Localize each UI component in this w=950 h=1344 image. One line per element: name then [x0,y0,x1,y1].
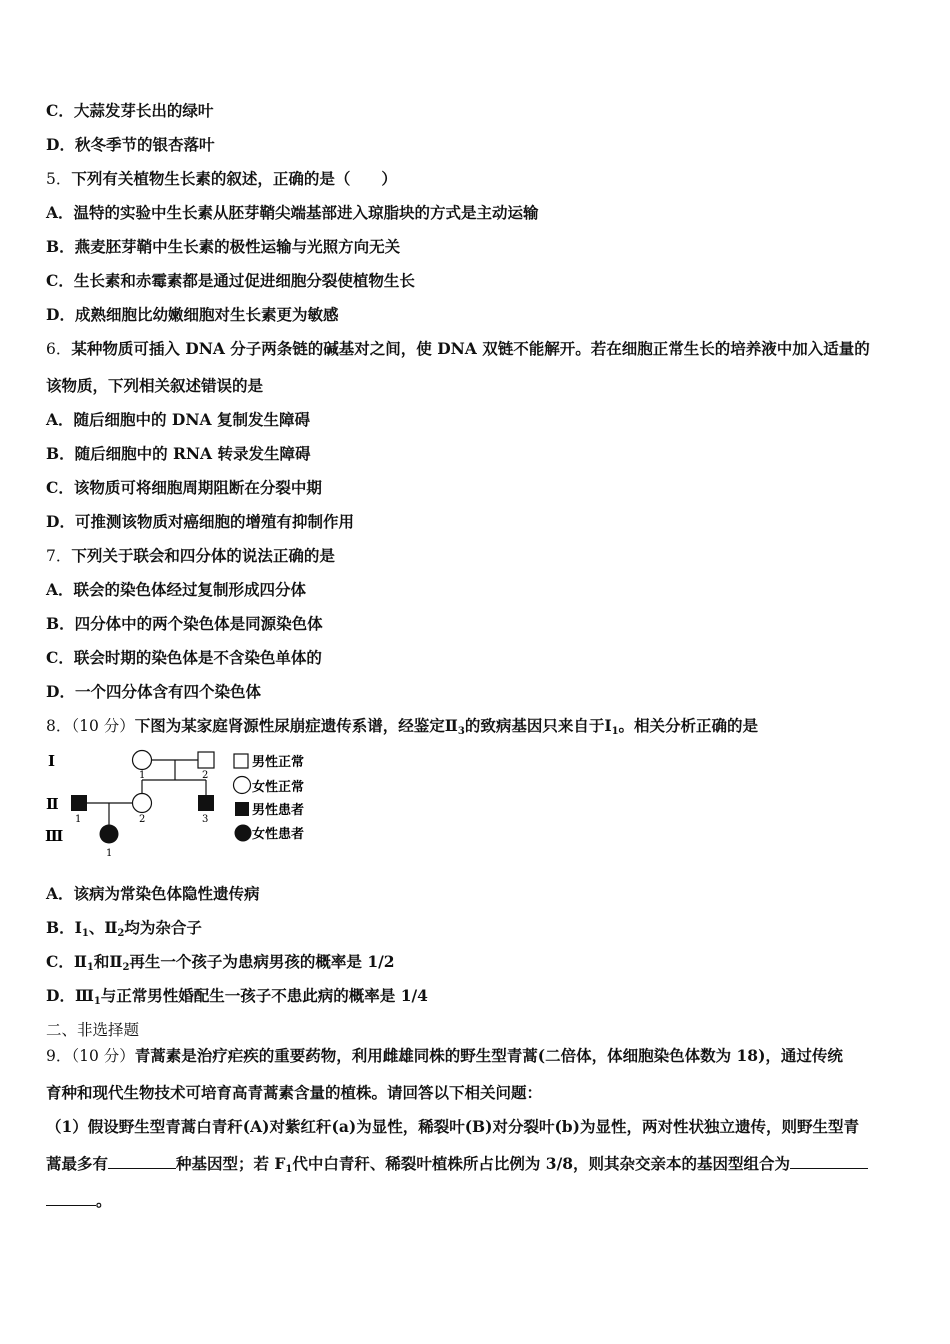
q9-part1-line2 [46,1154,868,1180]
male-affected-ii1 [71,795,87,811]
q9-p1-text3: 代中白青秆、稀裂叶植株所占比例为 3/8，则其杂交亲本的基因型组合为 [292,1154,791,1173]
q9-p1-text1: 蒿最多有 [46,1154,109,1173]
q7-option-b: B．四分体中的两个染色体是同源染色体 [46,614,323,633]
line-c-garlic: C．大蒜发芽长出的绿叶 [46,101,214,120]
q8-c-t2: 和Ⅱ [93,952,123,971]
q8-c-t1: C．Ⅱ [46,952,87,971]
q5-option-b: B．燕麦胚芽鞘中生长素的极性运输与光照方向无关 [46,237,401,256]
label-i1: 1 [139,770,146,781]
q9-part1-line3 [46,1191,112,1211]
q8-option-d [46,986,428,1012]
q8-stem [46,716,758,742]
q9-text: 青蒿素是治疗疟疾的重要药物，利用雌雄同株的野生型青蒿(二倍体，体细胞染色体数为 18)，通过传统 [134,1046,843,1065]
q7-text: 下列关于联会和四分体的说法正确的是 [71,546,335,565]
legend-male-normal-icon [234,754,248,768]
q8-d-t2: 与正常男性婚配生一孩子不患此病的概率是 1/4 [100,986,428,1005]
q9-p1-text2: 种基因型；若 F [176,1154,286,1173]
q8-b-s2: 2 [117,928,125,939]
q6-option-d: D．可推测该物质对癌细胞的增殖有抑制作用 [46,512,354,531]
q6-option-b: B．随后细胞中的 RNA 转录发生障碍 [46,444,311,463]
q8-text-a: 下图为某家庭肾源性尿崩症遗传系谱，经鉴定Ⅱ [134,716,458,735]
q9-part1-line1: （1）假设野生型青蒿白青秆(A)对紫红秆(a)为显性，稀裂叶(B)对分裂叶(b)为显性，两对性状独立遗传，则野生型青 [46,1117,859,1136]
q6-number: 6． [46,340,72,358]
q8-c-t3: 再生一个孩子为患病男孩的概率是 1/2 [129,952,395,971]
q8-b-s1: 1 [81,928,89,939]
q8-b-t2: 、Ⅱ [88,918,118,937]
q8-option-c [46,952,395,978]
q9-p1-sub: 1 [285,1164,293,1175]
line-d-ginkgo: D．秋冬季节的银杏落叶 [46,135,215,154]
q8-text-c: 。相关分析正确的是 [618,716,759,735]
q7-option-a: A．联会的染色体经过复制形成四分体 [46,580,307,599]
q9-stem-line2: 育种和现代生物技术可培育高青蒿素含量的植株。请回答以下相关问题： [46,1083,543,1102]
q6-option-c: C．该物质可将细胞周期阻断在分裂中期 [46,478,322,497]
q8-option-a: A．该病为常染色体隐性遗传病 [46,884,260,903]
answer-blank-2-part1[interactable] [790,1154,868,1169]
q5-number: 5． [46,170,72,188]
male-normal-i2 [198,752,214,768]
female-normal-ii2 [133,794,152,813]
q8-d-t1: D．Ⅲ [46,986,94,1005]
female-normal-i1 [133,751,152,770]
generation-label-1: Ⅰ [48,752,56,770]
q9-number: 9．（10 分） [46,1047,135,1065]
q8-d-s1: 1 [93,996,101,1007]
q8-number: 8．（10 分） [46,717,135,735]
label-ii3: 3 [202,814,209,825]
q8-sub-a: 3 [457,726,465,737]
q5-option-a: A．温特的实验中生长素从胚芽鞘尖端基部进入琼脂块的方式是主动运输 [46,203,539,222]
q7-stem [46,546,335,566]
q8-b-t1: B．Ⅰ [46,918,82,937]
legend-male-affected-label: 男性患者 [252,803,305,818]
q8-c-s1: 1 [86,962,94,973]
legend-female-affected-icon [235,825,252,842]
label-ii2: 2 [139,814,146,825]
q6-stem-line2: 该物质，下列相关叙述错误的是 [46,376,264,395]
male-affected-ii3 [198,795,214,811]
legend-female-normal-icon [234,777,251,794]
q5-stem [46,169,397,189]
label-iii1: 1 [106,848,113,859]
q8-b-t3: 均为杂合子 [124,918,202,937]
q7-option-c: C．联会时期的染色体是不含染色单体的 [46,648,322,667]
pedigree-diagram [40,742,330,862]
q5-option-c: C．生长素和赤霉素都是通过促进细胞分裂使植物生长 [46,271,415,290]
q6-text: 某种物质可插入 DNA 分子两条链的碱基对之间，使 DNA 双链不能解开。若在细胞正常生长的培养液中加入适量的 [71,339,870,358]
q6-stem-line1 [46,339,870,359]
q7-number: 7． [46,547,72,565]
q5-option-d: D．成熟细胞比幼嫩细胞对生长素更为敏感 [46,305,339,324]
q8-sub-b: 1 [611,726,619,737]
label-i2: 2 [202,770,209,781]
q8-text-b: 的致病基因只来自于Ⅰ [464,716,612,735]
answer-blank-1[interactable] [108,1154,176,1169]
legend-female-normal-label: 女性正常 [252,780,305,795]
legend-male-normal-label: 男性正常 [252,755,305,770]
generation-label-3: Ⅲ [45,827,64,845]
q9-stem-line1 [46,1046,843,1066]
q8-c-s2: 2 [122,962,130,973]
q6-option-a: A．随后细胞中的 DNA 复制发生障碍 [46,410,310,429]
answer-blank-2-part2[interactable] [46,1191,96,1206]
label-ii1: 1 [75,814,82,825]
q5-text: 下列有关植物生长素的叙述，正确的是（ ） [71,169,397,188]
legend-male-affected-icon [235,802,249,816]
q9-p1-end: 。 [96,1191,112,1210]
section-heading: 二、非选择题 [46,1021,140,1039]
q8-option-b [46,918,202,944]
generation-label-2: Ⅱ [46,795,59,813]
female-affected-iii1 [100,825,119,844]
legend-female-affected-label: 女性患者 [252,827,305,842]
q7-option-d: D．一个四分体含有四个染色体 [46,682,261,701]
